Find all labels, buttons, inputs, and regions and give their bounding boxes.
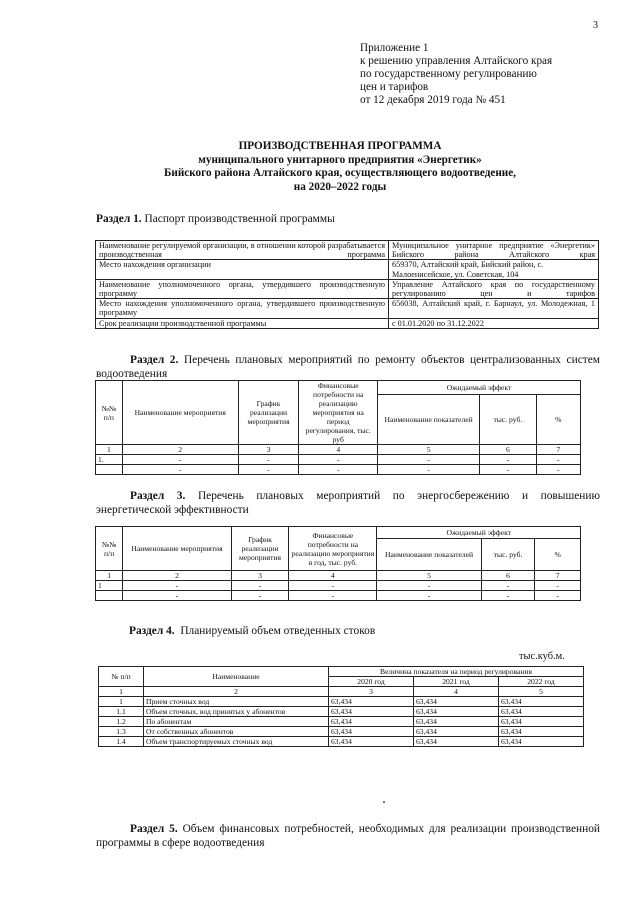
header-cell: 2020 год	[329, 677, 414, 687]
title-line: ПРОИЗВОДСТВЕННАЯ ПРОГРАММА	[238, 140, 442, 152]
header-cell: График реализации мероприятия	[238, 381, 299, 445]
appendix-line: к решению управления Алтайского края	[360, 55, 553, 67]
table-row	[96, 571, 581, 581]
table-cell: 6	[481, 571, 535, 581]
table-cell: Срок реализации производственной программы	[96, 318, 389, 328]
table-cell: -	[536, 455, 580, 465]
header-cell: Наименование мероприятия	[123, 527, 231, 571]
section-text: Перечень плановых мероприятий по энергосбережению и повышению энергетической эффективности	[96, 490, 600, 516]
table-cell: -	[238, 465, 299, 475]
table-cell: -	[481, 581, 535, 591]
table-cell: 63,434	[329, 707, 414, 717]
table-cell: -	[289, 581, 377, 591]
table-cell: 63,434	[329, 727, 414, 737]
table-cell: 63,434	[498, 707, 583, 717]
table-cell: 4	[413, 687, 498, 697]
section-text: Паспорт производственной программы	[144, 213, 335, 225]
table-cell: -	[122, 465, 238, 475]
table-cell: 6	[480, 445, 536, 455]
section3-heading	[96, 489, 600, 517]
appendix-line: по государственному регулированию	[360, 68, 537, 80]
table-cell: -	[122, 455, 238, 465]
header-cell: %	[536, 395, 580, 445]
table-row	[96, 455, 581, 465]
table-cell: -	[535, 591, 581, 601]
table-cell: 659370, Алтайский край, Бийский район, с. Малоенисейское, ул. Советская, 104	[389, 260, 599, 279]
table-cell: 7	[535, 571, 581, 581]
repair-measures-table	[95, 380, 581, 475]
table-cell: 63,434	[498, 737, 583, 747]
table-cell: 1	[96, 445, 123, 455]
table-cell: -	[238, 455, 299, 465]
table-row	[99, 667, 584, 677]
appendix-line: от 12 декабря 2019 года № 451	[360, 94, 506, 106]
table-cell: 1.4	[99, 737, 144, 747]
table-cell: 1	[99, 697, 144, 707]
section-label: Раздел 5.	[130, 823, 178, 835]
table-cell: Наименование регулируемой организации, в отношении которой разрабатывается производственная программа	[96, 241, 389, 260]
header-cell: тыс. руб.	[480, 395, 536, 445]
table-cell: 2	[144, 687, 329, 697]
table-cell: 5	[498, 687, 583, 697]
table-cell: Муниципальное унитарное предприятие «Энергетик» Бийского района Алтайского края	[389, 241, 599, 260]
table-cell: 7	[536, 445, 580, 455]
table-cell: -	[123, 591, 231, 601]
table-row	[96, 591, 581, 601]
table-cell: Наименование уполномоченного органа, утвердившего производственную программу	[96, 279, 389, 298]
section-text: Объем финансовых потребностей, необходимых для реализации производственной программы в сфере водоотведения	[96, 823, 600, 849]
table-row	[96, 381, 581, 395]
table-cell: От собственных абонентов	[144, 727, 329, 737]
table-cell	[96, 465, 123, 475]
table-cell: -	[231, 581, 289, 591]
header-cell: тыс. руб.	[481, 539, 535, 571]
header-cell: №№ п/п	[96, 527, 123, 571]
header-cell: Наименование	[144, 667, 329, 687]
table-cell: 1	[96, 571, 123, 581]
table-cell: 5	[377, 571, 481, 581]
table-cell: -	[123, 581, 231, 591]
stray-dot	[383, 801, 385, 803]
section1-heading	[96, 212, 596, 226]
table-cell: -	[231, 591, 289, 601]
table-row	[99, 737, 584, 747]
section-label: Раздел 2.	[130, 354, 179, 366]
table-row	[96, 260, 599, 279]
table-cell: -	[377, 581, 481, 591]
table-cell: 63,434	[413, 737, 498, 747]
table-row	[96, 465, 581, 475]
document-title	[60, 140, 620, 194]
table-row	[96, 299, 599, 318]
table-cell: Объем сточных, вод принятых у абонентов	[144, 707, 329, 717]
table-row	[96, 527, 581, 539]
section2-heading	[96, 353, 600, 381]
table-cell: 1.	[96, 455, 123, 465]
table-cell: -	[299, 455, 378, 465]
table-row	[99, 697, 584, 707]
table-cell: 3	[231, 571, 289, 581]
energy-saving-table	[95, 526, 581, 601]
title-line: на 2020–2022 годы	[293, 180, 387, 193]
header-cell: График реализации мероприятия	[231, 527, 289, 571]
table-cell: 63,434	[329, 737, 414, 747]
header-cell: Финансовые потребности на реализацию мероприятия в год, тыс. руб.	[289, 527, 377, 571]
wastewater-volume-table	[98, 666, 584, 747]
table-cell: 2	[122, 445, 238, 455]
table-cell: -	[480, 455, 536, 465]
header-cell: Величина показателя на период регулирования	[329, 667, 584, 677]
section-label: Раздел 4.	[129, 625, 175, 637]
table-cell: Объем транспортируемых сточных вод	[144, 737, 329, 747]
table-cell: 1.3	[99, 727, 144, 737]
header-cell: № п/п	[99, 667, 144, 687]
header-cell: 2022 год	[498, 677, 583, 687]
table-cell: 4	[289, 571, 377, 581]
table-cell: 63,434	[413, 717, 498, 727]
table-cell: Место нахождения организации	[96, 260, 389, 279]
table-cell: -	[377, 591, 481, 601]
units-label: тыс.куб.м.	[519, 651, 565, 662]
table-cell: -	[481, 591, 535, 601]
header-cell: Ожидаемый эффект	[378, 381, 581, 395]
table-cell: 4	[299, 445, 378, 455]
appendix-line: цен и тарифов	[360, 81, 429, 93]
title-line: Бийского района Алтайского края, осуществляющего водоотведение,	[164, 167, 516, 179]
table-row	[99, 707, 584, 717]
table-cell: 1.1	[99, 707, 144, 717]
table-cell: 656038, Алтайский край, г. Барнаул, ул. Молодежная, 1	[389, 299, 599, 318]
table-cell: 63,434	[498, 697, 583, 707]
table-row	[99, 717, 584, 727]
table-cell	[96, 591, 123, 601]
table-cell: -	[536, 465, 580, 475]
page-number: 3	[593, 20, 598, 31]
title-line: муниципального унитарного предприятия «Энергетик»	[198, 153, 482, 166]
header-cell: Финансовые потребности на реализацию мероприятия на период регулирования, тыс. руб	[299, 381, 378, 445]
section-label: Раздел 1.	[96, 213, 142, 225]
table-row	[96, 318, 599, 328]
table-row	[96, 279, 599, 298]
table-cell: 63,434	[498, 717, 583, 727]
table-cell: 2	[123, 571, 231, 581]
section5-heading	[96, 822, 600, 850]
table-cell: -	[299, 465, 378, 475]
table-cell: 63,434	[413, 707, 498, 717]
passport-table	[95, 240, 599, 329]
table-cell: 1	[99, 687, 144, 697]
header-cell: 2021 год	[413, 677, 498, 687]
table-row	[99, 687, 584, 697]
appendix-block	[360, 42, 620, 107]
section4-heading	[129, 624, 629, 638]
table-row	[99, 727, 584, 737]
table-cell: 1	[96, 581, 123, 591]
table-cell: Место нахождения уполномоченного органа, утвердившего производственную программу	[96, 299, 389, 318]
section-text: Планируемый объем отведенных стоков	[180, 625, 376, 637]
header-cell: Наименование показателей	[377, 539, 481, 571]
table-cell: По абонентам	[144, 717, 329, 727]
header-cell: Ожидаемый эффект	[377, 527, 581, 539]
table-cell: 1.2	[99, 717, 144, 727]
table-row	[96, 445, 581, 455]
header-cell: №№ п/п	[96, 381, 123, 445]
table-cell: 3	[238, 445, 299, 455]
table-cell: 63,434	[498, 727, 583, 737]
table-cell: 5	[378, 445, 480, 455]
header-cell: %	[535, 539, 581, 571]
section-label: Раздел 3.	[130, 490, 186, 502]
table-cell: -	[378, 465, 480, 475]
table-cell: -	[289, 591, 377, 601]
section-text: Перечень плановых мероприятий по ремонту объектов централизованных систем водоотведения	[96, 354, 600, 380]
table-cell: -	[378, 455, 480, 465]
table-cell: -	[480, 465, 536, 475]
table-cell: 63,434	[329, 717, 414, 727]
table-cell: 63,434	[413, 697, 498, 707]
table-cell: с 01.01.2020 по 31.12.2022	[389, 318, 599, 328]
header-cell: Наименование мероприятия	[122, 381, 238, 445]
appendix-line: Приложение 1	[360, 42, 429, 54]
table-cell: Управление Алтайского края по государственному регулированию цен и тарифов	[389, 279, 599, 298]
table-cell: 63,434	[413, 727, 498, 737]
table-cell: 3	[329, 687, 414, 697]
table-cell: -	[535, 581, 581, 591]
table-row	[96, 581, 581, 591]
table-cell: 63,434	[329, 697, 414, 707]
table-cell: Прием сточных вод	[144, 697, 329, 707]
table-row	[96, 241, 599, 260]
header-cell: Наименование показателей	[378, 395, 480, 445]
